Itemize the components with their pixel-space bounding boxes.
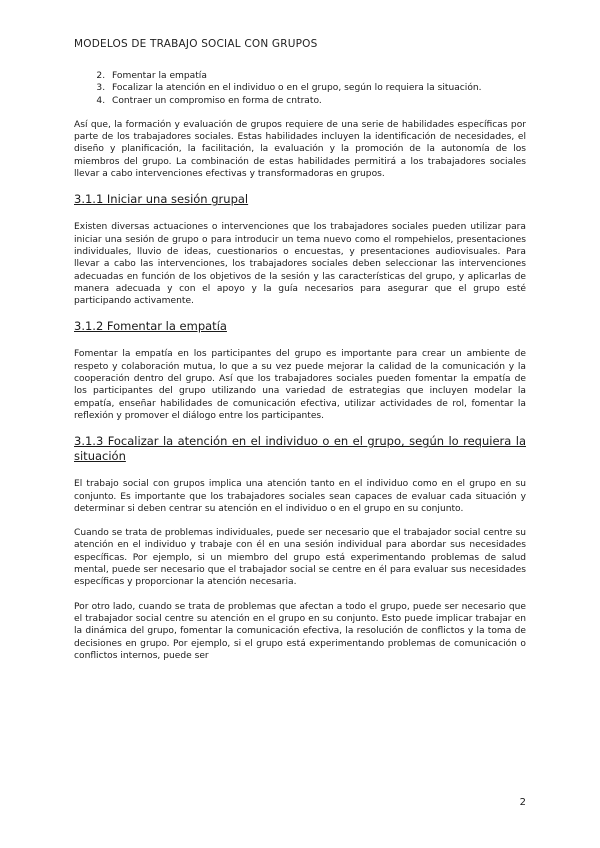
page-number: 2 [519, 797, 526, 808]
section-3-1-3-paragraph-2: Cuando se trata de problemas individuales, puede ser necesario que el trabajador social centre su atención en el individuo y trabaje con él en una sesión individual para abordar sus necesidades específicas. Por ejemplo, si un miembro del grupo está experimentando problemas de salud mental, puede ser necesario que el trabajador social se centre en él para evaluar sus necesidades específicas y proporcionar la atención necesaria. [74, 528, 526, 588]
section-heading-3-1-2: 3.1.2 Fomentar la empatía [74, 319, 227, 334]
section-3-1-3-paragraph-3: Por otro lado, cuando se trata de problemas que afectan a todo el grupo, puede ser necesario que el trabajador social centre su atención en el grupo en su conjunto. Esto puede implicar trabajar en la dinámica del grupo, fomentar la comunicación efectiva, la resolución de conflictos y la toma de decisiones en grupo. Por ejemplo, si el grupo está experimentando problemas de comunicación o conflictos internos, puede ser [74, 601, 526, 661]
page-body [74, 70, 526, 674]
numbered-list [74, 70, 526, 107]
section-heading-3-1-3: 3.1.3 Focalizar la atención en el individuo o en el grupo, según lo requiera la situación [74, 434, 526, 464]
section-3-1-1-paragraph: Existen diversas actuaciones o intervenciones que los trabajadores sociales pueden utilizar para iniciar una sesión de grupo o para introducir un tema nuevo como el rompehielos, presentaciones individuales, lluvio de ideas, cuestionarios o encuestas, y presentaciones audiovisuales. Para llevar a cabo las intervenciones, los trabajadores sociales deben seleccionar las intervenciones adecuadas en función de los objetivos de la sesión y las características del grupo, y aplicarlas de manera adecuada y con el apoyo y la guía necesarios para asegurar que el grupo esté participando activamente. [74, 222, 526, 307]
intro-paragraph: Así que, la formación y evaluación de grupos requiere de una serie de habilidades específicas por parte de los trabajadores sociales. Estas habilidades incluyen la identificación de necesidades, el diseño y planificación, la facilitación, la evaluación y la promoción de la autonomía de los miembros del grupo. La combinación de estas habilidades permitirá a los trabajadores sociales llevar a cabo intervenciones efectivas y transformadoras en grupos. [74, 119, 526, 180]
section-3-1-3-paragraph-1: El trabajo social con grupos implica una atención tanto en el individuo como en el grupo en su conjunto. Es importante que los trabajadores sociales sean capaces de evaluar cada situación y determinar si deben centrar su atención en el individuo o en el grupo en su conjunto. [74, 479, 526, 514]
list-item: 3. Focalizar la atención en el individuo o en el grupo, según lo requiera la situación. [108, 82, 526, 94]
section-3-1-2-paragraph: Fomentar la empatía en los participantes del grupo es importante para crear un ambiente de respeto y colaboración mutua, lo que a su vez puede mejorar la calidad de la comunicación y la cooperación dentro del grupo. Así que los trabajadores sociales pueden fomentar la empatía de los participantes del grupo utilizando una variedad de estrategias que incluyen modelar la empatía, enseñar habilidades de comunicación efectiva, utilizar actividades de rol, fomentar la reflexión y promover el diálogo entre los participantes. [74, 349, 526, 421]
list-item: 4. Contraer un compromiso en forma de cntrato. [108, 95, 526, 107]
list-item: 2. Fomentar la empatía [108, 70, 526, 82]
section-heading-3-1-1: 3.1.1 Iniciar una sesión grupal [74, 192, 249, 207]
running-header: MODELOS DE TRABAJO SOCIAL CON GRUPOS [74, 38, 318, 50]
